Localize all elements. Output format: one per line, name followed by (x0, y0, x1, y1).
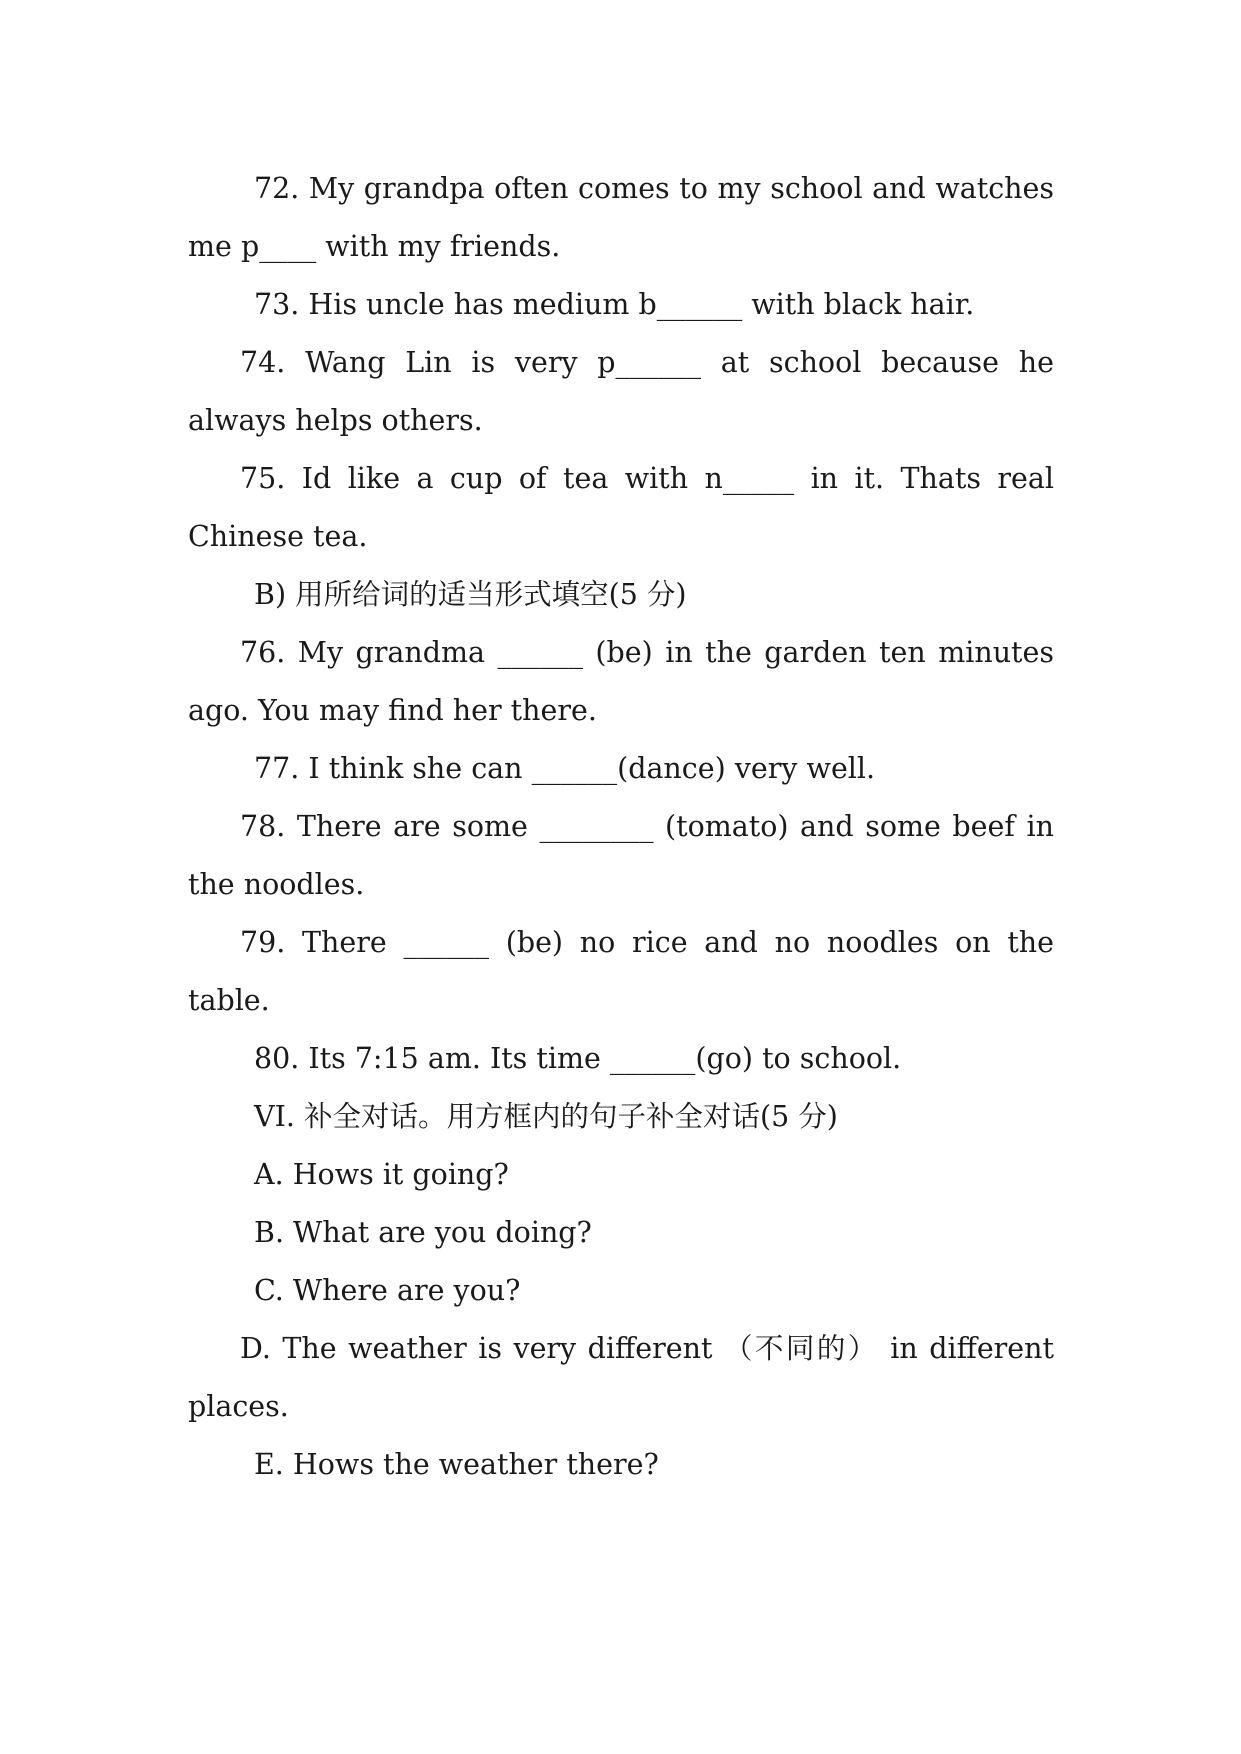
question-78: 78. There are some ________ (tomato) and some beef in the noodles. (188, 810, 1054, 901)
section-b-heading: B) 用所给词的适当形式填空(5 分) (254, 578, 687, 611)
option-c: C. Where are you? (254, 1274, 521, 1307)
option-e: E. Hows the weather there? (254, 1448, 659, 1481)
option-b: B. What are you doing? (254, 1216, 592, 1249)
question-75: 75. Id like a cup of tea with n_____ in it. Thats real Chinese tea. (188, 462, 1054, 553)
question-79: 79. There ______ (be) no rice and no noodles on the table. (188, 926, 1054, 1017)
question-72: 72. My grandpa often comes to my school and watches me p____ with my friends. (188, 172, 1054, 263)
option-d: D. The weather is very different （不同的） in different places. (188, 1332, 1054, 1423)
document-page (188, 160, 1054, 1494)
question-80: 80. Its 7:15 am. Its time ______(go) to school. (254, 1042, 902, 1075)
option-a: A. Hows it going? (254, 1158, 509, 1191)
question-73: 73. His uncle has medium b______ with black hair. (254, 288, 975, 321)
question-77: 77. I think she can ______(dance) very well. (254, 752, 876, 785)
section-vi-heading: VI. 补全对话。用方框内的句子补全对话(5 分) (254, 1100, 838, 1133)
question-76: 76. My grandma ______ (be) in the garden ten minutes ago. You may find her there. (188, 636, 1054, 727)
question-74: 74. Wang Lin is very p______ at school because he always helps others. (188, 346, 1054, 437)
